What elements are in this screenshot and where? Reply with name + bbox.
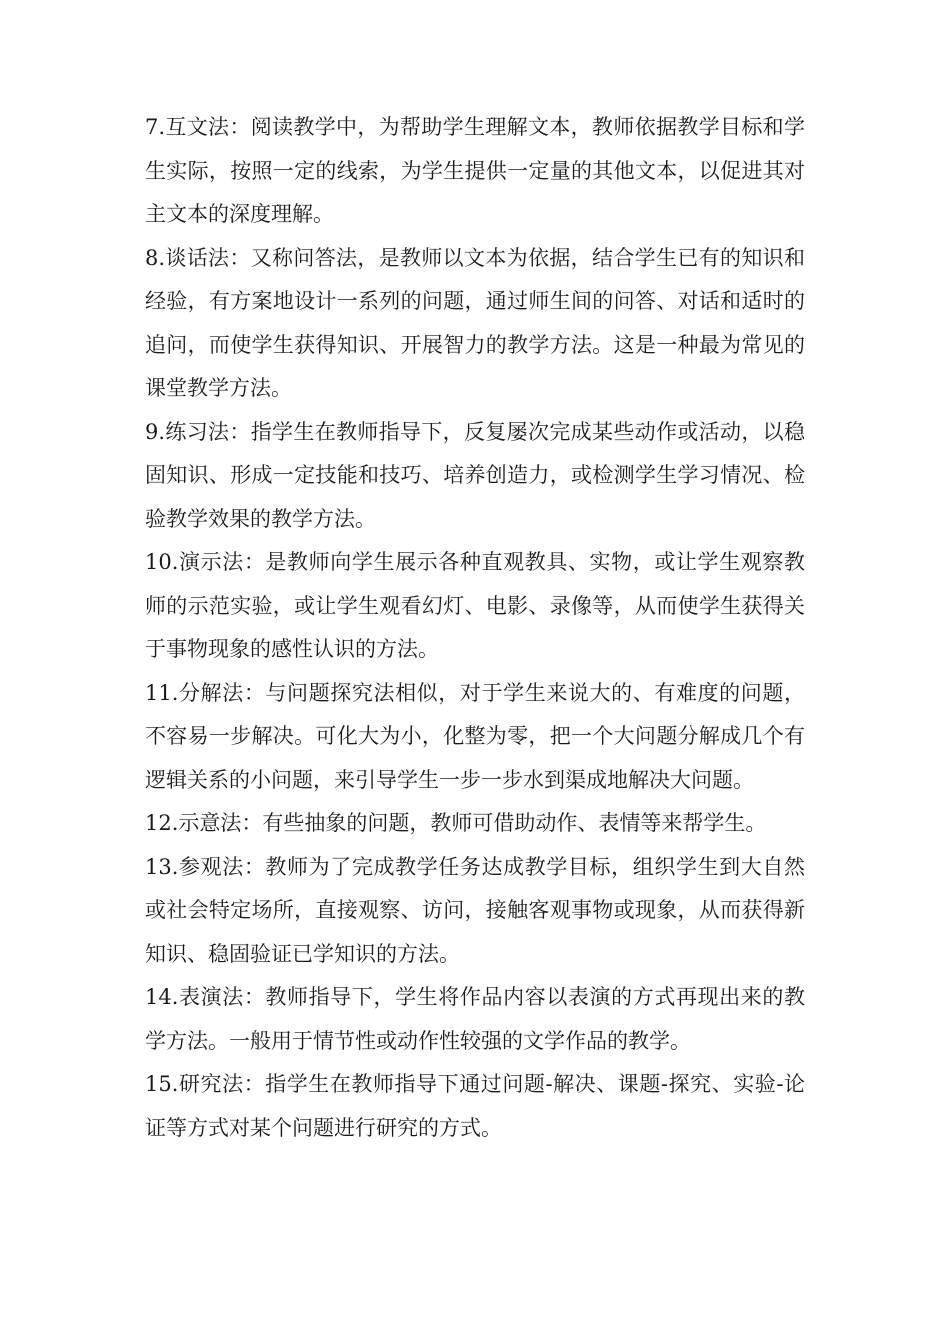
paragraph-12-gesture-method: 12.示意法：有些抽象的问题，教师可借助动作、表情等来帮学生。: [145, 811, 767, 835]
paragraph-9-practice-method: 9.练习法：指学生在教师指导下，反复屡次完成某些动作或活动，以稳固知识、形成一定技能和技巧、培养创造力，或检测学生学习情况、检验教学效果的教学方法。: [145, 419, 805, 531]
paragraph-7-mutual-text-method: 7.互文法：阅读教学中，为帮助学生理解文本，教师依据教学目标和学生实际，按照一定的线索，为学生提供一定量的其他文本，以促进其对主文本的深度理解。: [145, 115, 805, 226]
paragraph-13-visit-method: 13.参观法：教师为了完成教学任务达成教学目标，组织学生到大自然或社会特定场所，直接观察、访问，接触客观事物或现象，从而获得新知识、稳固验证已学知识的方法。: [145, 854, 805, 966]
paragraph-15-research-method: 15.研究法：指学生在教师指导下通过问题-解决、课题-探究、实验-论证等方式对某个问题进行研究的方式。: [145, 1072, 805, 1140]
document-page: [145, 106, 805, 1150]
paragraph-8-conversation-method: 8.谈话法：又称问答法，是教师以文本为依据，结合学生已有的知识和经验，有方案地设计一系列的问题，通过师生间的问答、对话和适时的追问，而使学生获得知识、开展智力的教学方法。这是一种最为常见的课堂教学方法。: [145, 245, 805, 400]
paragraph-14-performance-method: 14.表演法：教师指导下，学生将作品内容以表演的方式再现出来的教学方法。一般用于情节性或动作性较强的文学作品的教学。: [145, 985, 805, 1053]
paragraph-11-decomposition-method: 11.分解法：与问题探究法相似，对于学生来说大的、有难度的问题，不容易一步解决。可化大为小，化整为零，把一个大问题分解成几个有逻辑关系的小问题，来引导学生一步一步水到渠成地解决大问题。: [145, 680, 805, 792]
paragraph-10-demonstration-method: 10.演示法：是教师向学生展示各种直观教具、实物，或让学生观察教师的示范实验，或让学生观看幻灯、电影、录像等，从而使学生获得关于事物现象的感性认识的方法。: [145, 550, 805, 661]
